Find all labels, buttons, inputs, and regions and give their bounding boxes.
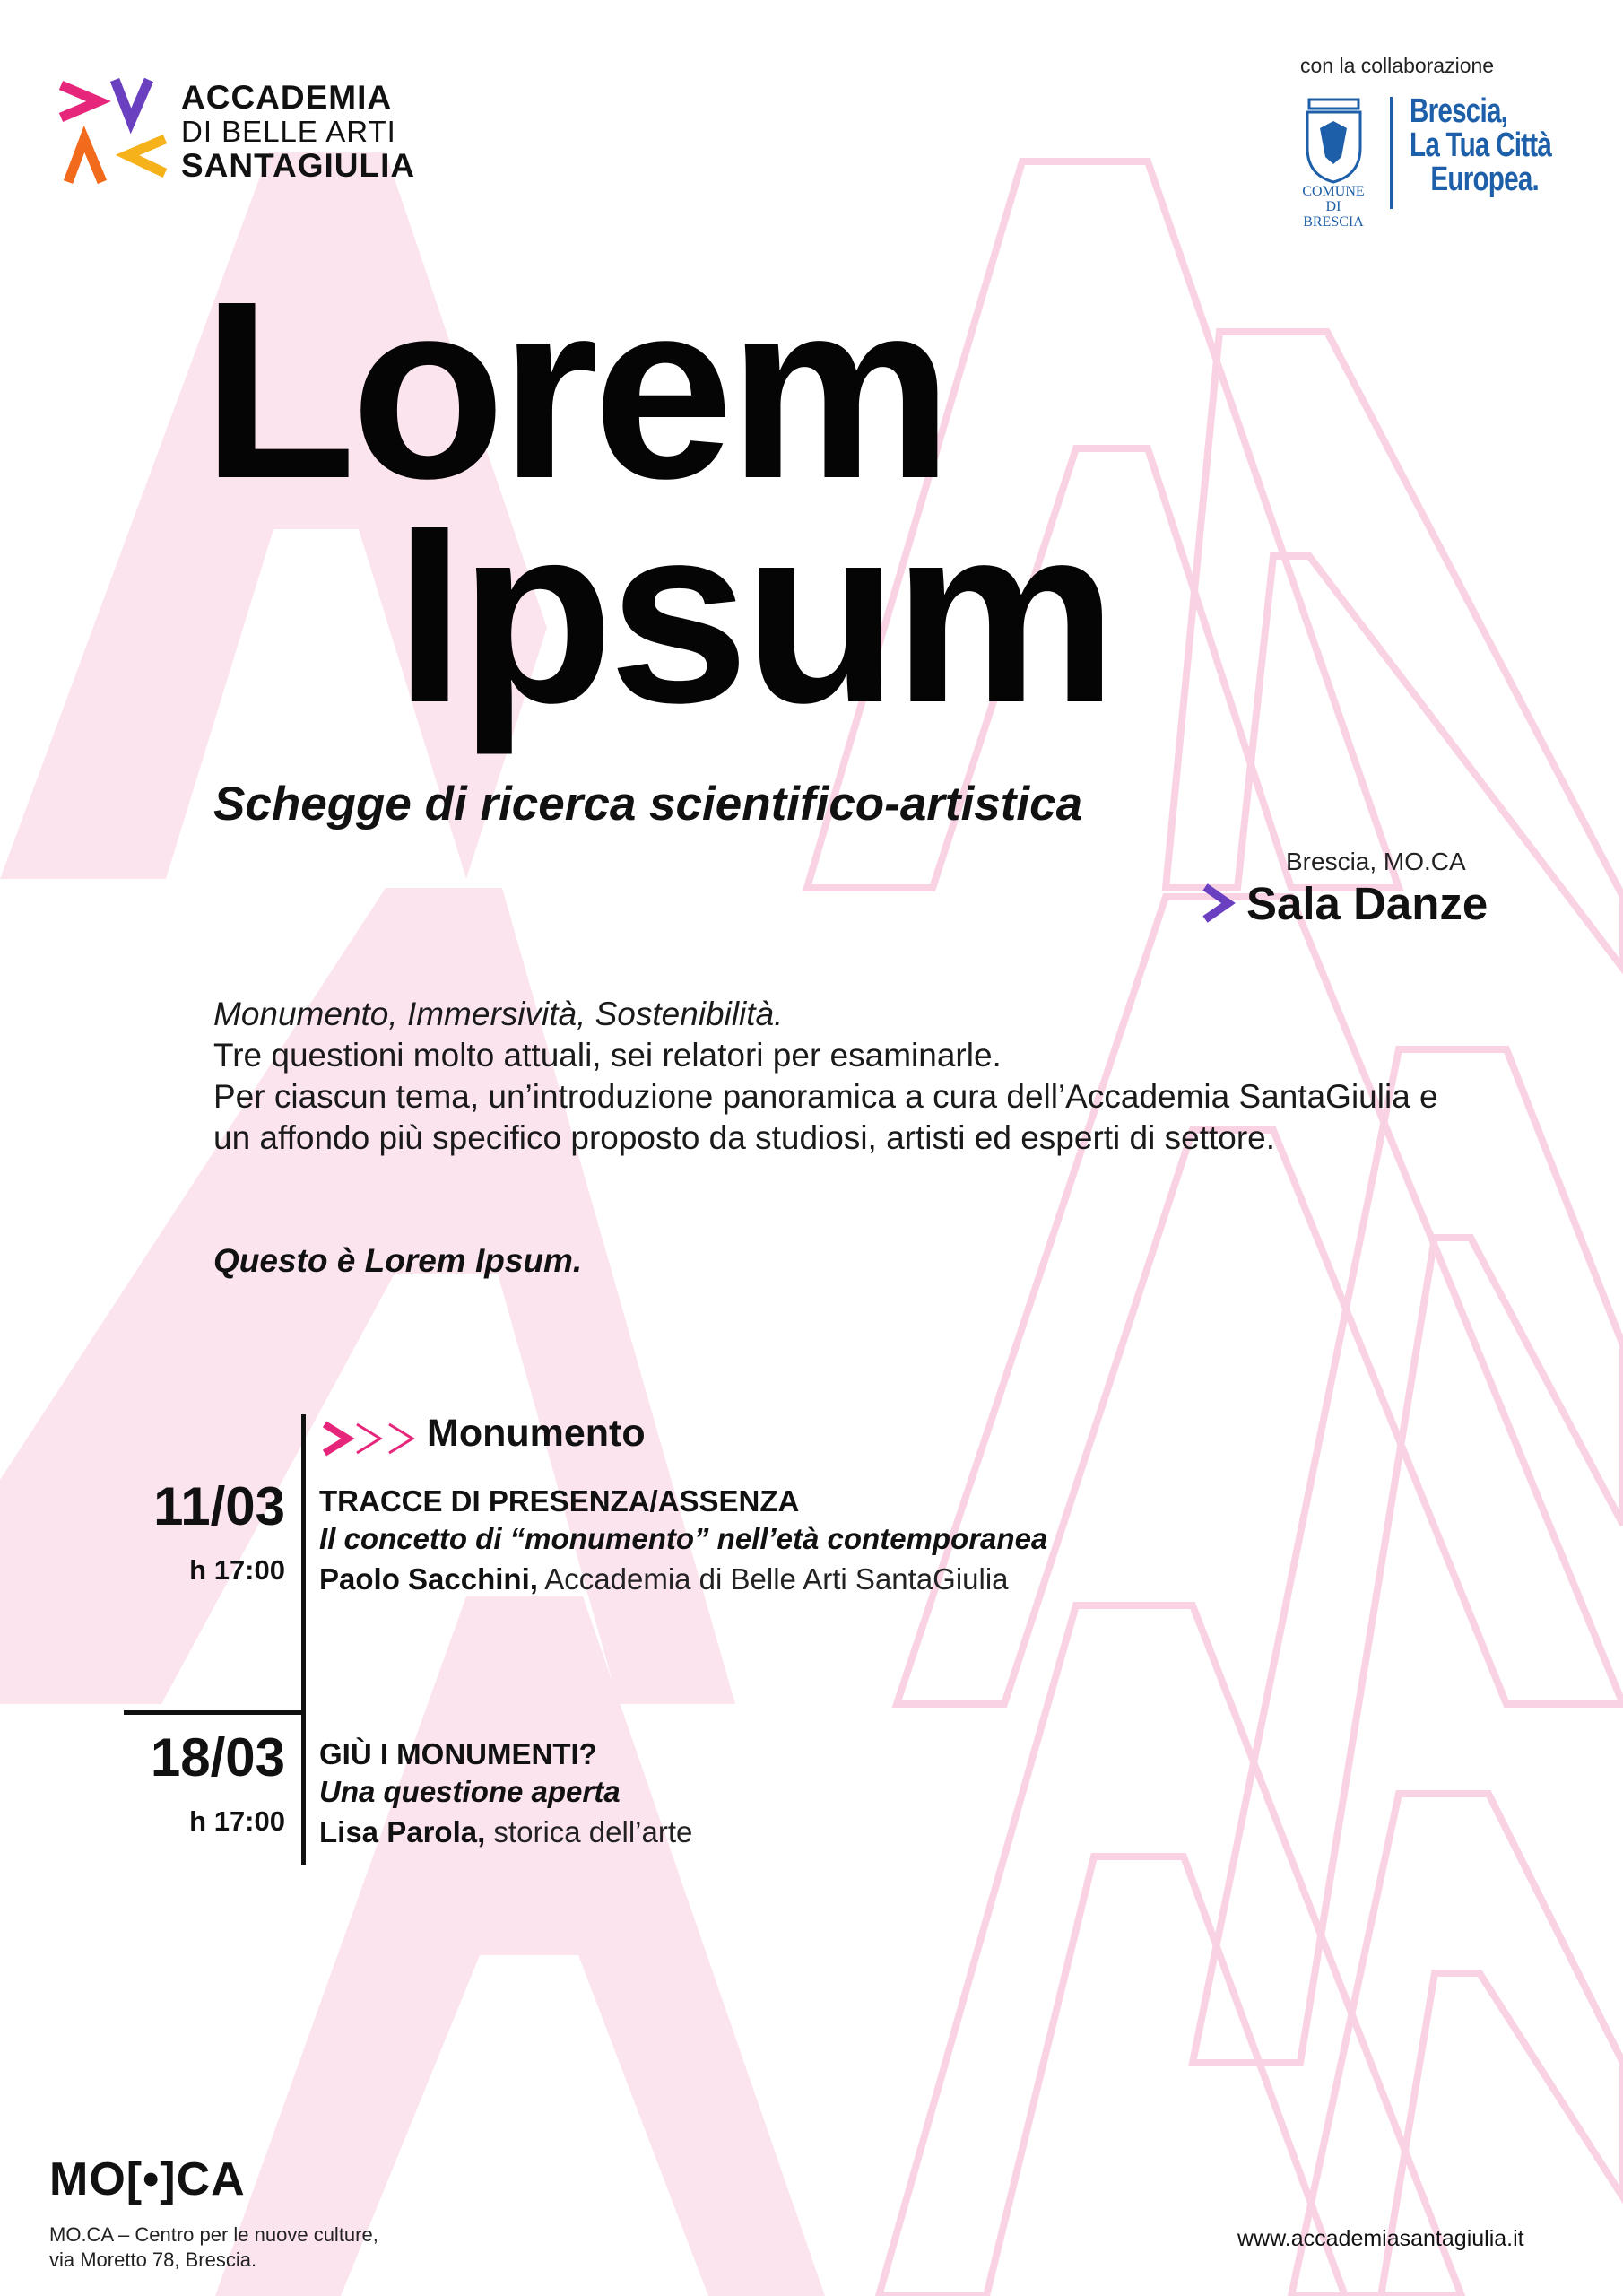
event-speaker bbox=[319, 1562, 1009, 1596]
comune-line-1: COMUNE DI bbox=[1302, 184, 1365, 214]
logo-line-1: ACCADEMIA bbox=[181, 79, 393, 116]
speaker-name: Paolo Sacchini, bbox=[319, 1562, 538, 1596]
logo-line-2: DI BELLE ARTI bbox=[181, 115, 396, 148]
event-time: h 17:00 bbox=[189, 1805, 285, 1837]
address-line-1: MO.CA – Centro per le nuove culture, bbox=[49, 2223, 378, 2246]
event-title: TRACCE DI PRESENZA/ASSENZA bbox=[319, 1484, 800, 1518]
event-subtitle: Una questione aperta bbox=[319, 1775, 621, 1808]
description-line-1: Monumento, Immersività, Sostenibilità. bbox=[213, 996, 784, 1032]
partner-line-3: Europea. bbox=[1430, 161, 1539, 198]
accademia-logo-icon bbox=[56, 76, 172, 188]
closing-line: Questo è Lorem Ipsum. bbox=[213, 1242, 583, 1279]
comune-label bbox=[1293, 184, 1374, 230]
venue-room: Sala Danze bbox=[1246, 878, 1488, 929]
event-date: 18/03 bbox=[150, 1727, 285, 1787]
section-title: Monumento bbox=[427, 1412, 646, 1455]
schedule-horizontal-rule bbox=[124, 1710, 303, 1715]
triple-chevron-icon bbox=[321, 1417, 421, 1460]
moca-logo: MO[•]CA bbox=[49, 2153, 246, 2205]
collaboration-divider bbox=[1390, 97, 1393, 209]
event-speaker bbox=[319, 1815, 692, 1849]
event-subtitle: Il concetto di “monumento” nell’età contemporanea bbox=[319, 1522, 1048, 1555]
event-time: h 17:00 bbox=[189, 1554, 285, 1586]
event-date: 11/03 bbox=[153, 1476, 285, 1536]
collaboration-label: con la collaborazione bbox=[1300, 54, 1495, 77]
partner-line-2: La Tua Città bbox=[1410, 126, 1552, 164]
venue-city: Brescia, MO.CA bbox=[1286, 848, 1466, 875]
brescia-partner-logo bbox=[1410, 94, 1551, 196]
comune-line-2: BRESCIA bbox=[1303, 214, 1364, 230]
description-line-3: Per ciascun tema, un’introduzione panoramica a cura dell’Accademia SantaGiulia e un affondo più specifico proposto da studiosi, artisti ed esperti di settore. bbox=[213, 1078, 1438, 1156]
speaker-affiliation: Accademia di Belle Arti SantaGiulia bbox=[537, 1562, 1009, 1596]
logo-line-3: SANTAGIULIA bbox=[181, 147, 416, 184]
page-subtitle: Schegge di ricerca scientifico-artistica bbox=[213, 778, 1083, 831]
speaker-name: Lisa Parola, bbox=[319, 1815, 486, 1848]
speaker-affiliation: storica dell’arte bbox=[485, 1815, 693, 1848]
moca-address bbox=[49, 2222, 378, 2273]
description-line-2: Tre questioni molto attuali, sei relatori per esaminarle. bbox=[213, 1037, 1002, 1074]
chevron-right-icon bbox=[1200, 882, 1236, 925]
event-title: GIÙ I MONUMENTI? bbox=[319, 1737, 597, 1770]
page-title bbox=[202, 248, 1113, 755]
partner-line-1: Brescia, bbox=[1410, 92, 1508, 130]
description bbox=[213, 994, 1451, 1159]
schedule-vertical-rule bbox=[301, 1414, 306, 1865]
title-line-1: Lorem bbox=[202, 248, 948, 531]
address-line-2: via Moretto 78, Brescia. bbox=[49, 2248, 257, 2271]
website-link[interactable]: www.accademiasantagiulia.it bbox=[1237, 2226, 1524, 2251]
title-line-2: Ipsum bbox=[395, 473, 1113, 755]
accademia-logo-text bbox=[181, 81, 415, 183]
